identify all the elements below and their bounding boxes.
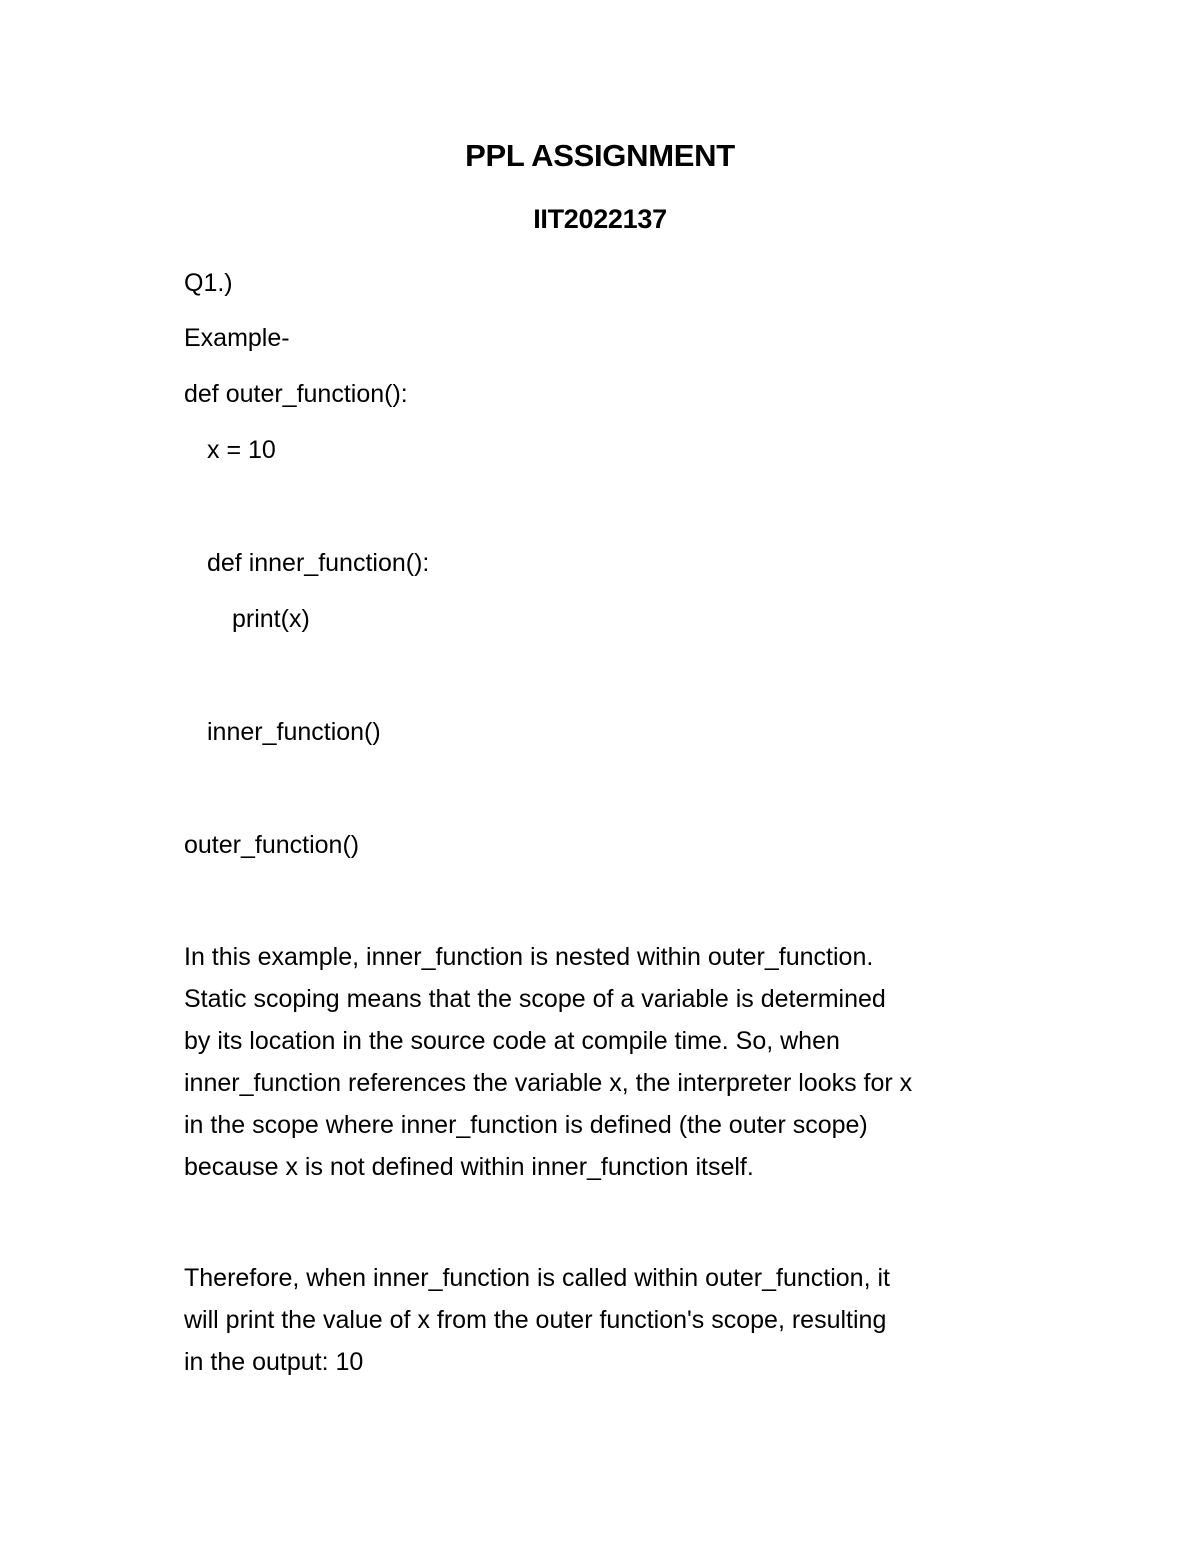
paragraph-line: In this example, inner_function is nested within outer_function.	[184, 943, 874, 971]
conclusion-paragraph	[184, 1257, 1044, 1383]
paragraph-line: Static scoping means that the scope of a variable is determined	[184, 985, 886, 1013]
example-label: Example-	[184, 324, 290, 352]
paragraph-line: inner_function references the variable x, the interpreter looks for x	[184, 1069, 913, 1097]
document-title: PPL ASSIGNMENT	[465, 138, 735, 173]
paragraph-line: will print the value of x from the outer function's scope, resulting	[184, 1306, 887, 1334]
code-line-inner-call: inner_function()	[207, 718, 381, 746]
code-line-assignment: x = 10	[207, 436, 276, 464]
code-line-print: print(x)	[232, 605, 310, 633]
code-line-outer-def: def outer_function():	[184, 380, 408, 408]
paragraph-line: Therefore, when inner_function is called within outer_function, it	[184, 1264, 890, 1292]
paragraph-line: because x is not defined within inner_function itself.	[184, 1153, 754, 1181]
code-line-outer-call: outer_function()	[184, 831, 360, 859]
roll-number: IIT2022137	[533, 204, 667, 234]
code-line-inner-def: def inner_function():	[207, 549, 430, 577]
paragraph-line: in the scope where inner_function is defined (the outer scope)	[184, 1111, 868, 1139]
question-label: Q1.)	[184, 269, 233, 297]
paragraph-line: by its location in the source code at compile time. So, when	[184, 1027, 840, 1055]
explanation-paragraph	[184, 936, 1044, 1188]
paragraph-line: in the output: 10	[184, 1348, 364, 1376]
